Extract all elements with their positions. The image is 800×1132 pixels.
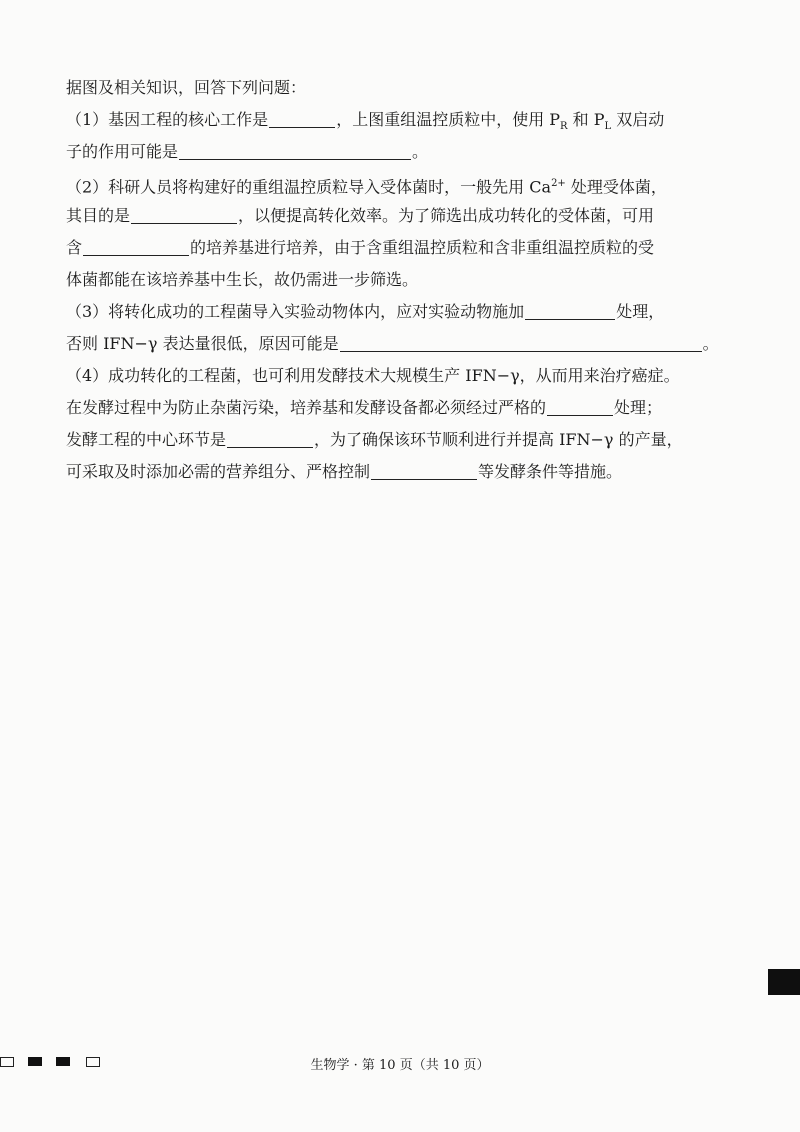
q2-line-4: 体菌都能在该培养基中生长，故仍需进一步筛选。 bbox=[66, 270, 419, 289]
question-text bbox=[66, 72, 746, 488]
answer-blank-8[interactable] bbox=[227, 429, 313, 448]
q1-line-2: 子的作用可能是 。 bbox=[66, 142, 429, 161]
page-footer-title: 生物学 · 第 10 页（共 10 页） bbox=[310, 1058, 490, 1073]
answer-blank-9[interactable] bbox=[371, 461, 477, 480]
answer-blank-7[interactable] bbox=[547, 397, 613, 416]
q2-line-1: （2）科研人员将构建好的重组温控质粒导入受体菌时，一般先用 $Ca^{2+}$ 处理受体菌， bbox=[66, 177, 667, 197]
answer-blank-3[interactable] bbox=[131, 205, 237, 224]
q4-line-1: （4）成功转化的工程菌，也可利用发酵技术大规模生产 IFN−γ，从而用来治疗癌症。 bbox=[66, 366, 680, 385]
answer-blank-2[interactable] bbox=[179, 141, 411, 160]
q4-line-4: 可采取及时添加必需的营养组分、严格控制 等发酵条件等措施。 bbox=[66, 462, 623, 481]
q1-line-1: （1）基因工程的核心工作是 ，上图重组温控质粒中，使用 $P_R$ 和 $P_L$ 双启动 bbox=[66, 110, 665, 133]
answer-blank-6[interactable] bbox=[340, 333, 702, 352]
q3-line-1: （3）将转化成功的工程菌导入实验动物体内，应对实验动物施加 处理， bbox=[66, 302, 665, 321]
answer-blank-1[interactable] bbox=[269, 109, 335, 128]
q4-line-2: 在发酵过程中为防止杂菌污染，培养基和发酵设备都必须经过严格的 处理； bbox=[66, 398, 663, 417]
intro-line: 据图及相关知识，回答下列问题： bbox=[66, 78, 307, 97]
answer-blank-5[interactable] bbox=[525, 301, 615, 320]
q2-line-3: 含 的培养基进行培养，由于含重组温控质粒和含非重组温控质粒的受 bbox=[66, 238, 655, 257]
answer-blank-4[interactable] bbox=[83, 237, 189, 256]
page-edge-tab bbox=[768, 969, 800, 995]
q2-line-2: 其目的是 ，以便提高转化效率。为了筛选出成功转化的受体菌，可用 bbox=[66, 206, 655, 225]
q4-line-3: 发酵工程的中心环节是 ，为了确保该环节顺利进行并提高 IFN−γ 的产量， bbox=[66, 430, 683, 449]
q3-line-2: 否则 IFN−γ 表达量很低，原因可能是 。 bbox=[66, 334, 719, 353]
